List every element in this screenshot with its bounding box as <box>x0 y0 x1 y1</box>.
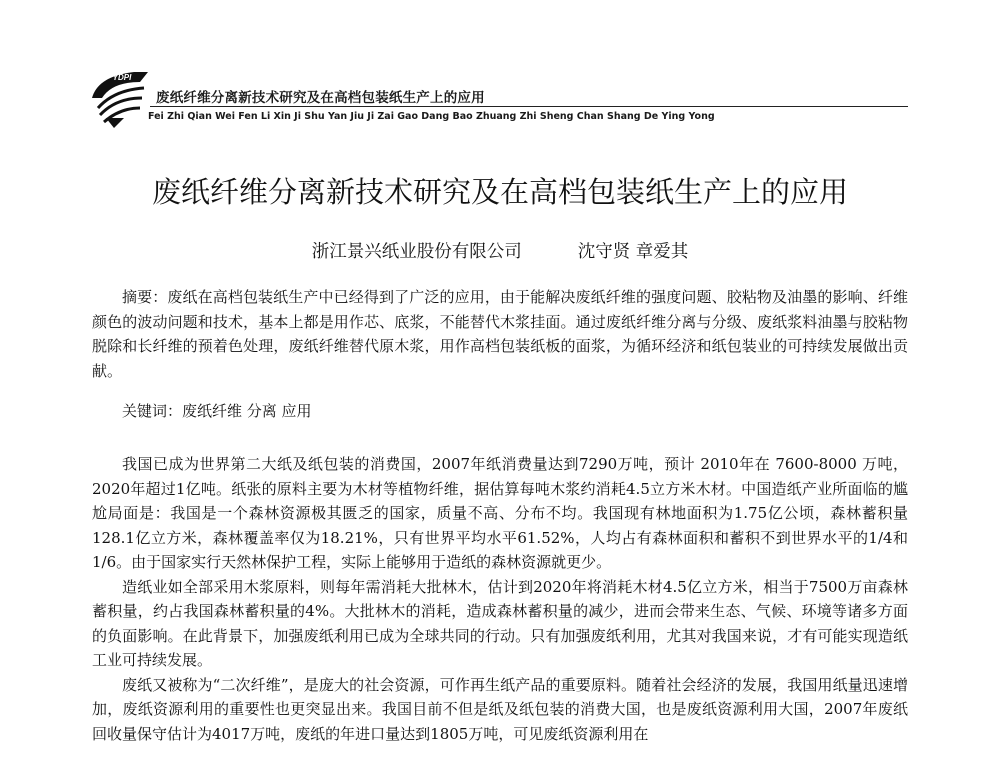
abstract-text: 摘要：废纸在高档包装纸生产中已经得到了广泛的应用，由于能解决废纸纤维的强度问题、胶粘物及油墨的影响、纤维颜色的波动问题和技术，基本上都是用作芯、底浆，不能替代木浆挂面。通过废纸纤维分离与分级、废纸浆料油墨与胶粘物脱除和长纤维的预着色处理，废纸纤维替代原木浆，用作高档包装纸板的面浆，为循环经济和纸包装业的可持续发展做出贡献。 <box>92 288 908 380</box>
header-rule <box>150 106 908 107</box>
logo-text: YDPI <box>112 73 132 82</box>
journal-logo <box>88 68 150 130</box>
author-line <box>0 238 1000 263</box>
abstract-block <box>92 285 908 383</box>
running-title-pinyin: Fei Zhi Qian Wei Fen Li Xin Ji Shu Yan Jiu Ji Zai Gao Dang Bao Zhuang Zhi Sheng Chan Shang De Ying Yong <box>148 111 715 122</box>
body-paragraph-1: 我国已成为世界第二大纸及纸包装的消费国，2007年纸消费量达到7290万吨，预计 2010年在 7600-8000 万吨，2020年超过1亿吨。纸张的原料主要为木材等植物纤维，据估算每吨木浆约消耗4.5立方米木材。中国造纸产业所面临的尴尬局面是：我国是一个森林资源极其匮乏的国家，质量不高、分布不均。我国现有林地面积为1.75亿公顷，森林蓄积量128.1亿立方米，森林覆盖率仅为18.21%，只有世界平均水平61.52%，人均占有森林面积和蓄积不到世界水平的1/4和1/6。由于国家实行天然林保护工程，实际上能够用于造纸的森林资源就更少。 <box>92 455 908 571</box>
main-text <box>92 452 908 746</box>
affiliation: 浙江景兴纸业股份有限公司 <box>311 242 522 262</box>
authors: 沈守贤 章爱其 <box>577 242 689 262</box>
body-paragraph-2: 造纸业如全部采用木浆原料，则每年需消耗大批林木，估计到2020年将消耗木材4.5亿立方米，相当于7500万亩森林蓄积量，约占我国森林蓄积量的4%。大批林木的消耗，造成森林蓄积量的减少，进而会带来生态、气候、环境等诸多方面的负面影响。在此背景下，加强废纸利用已成为全球共同的行动。只有加强废纸利用，尤其对我国来说，才有可能实现造纸工业可持续发展。 <box>92 577 908 669</box>
body-paragraph-3: 废纸又被称为“二次纤维”，是庞大的社会资源，可作再生纸产品的重要原料。随着社会经济的发展，我国用纸量迅速增加，废纸资源利用的重要性也更突显出来。我国目前不但是纸及纸包装的消费大国，也是废纸资源利用大国，2007年废纸回收量保守估计为4017万吨，废纸的年进口量达到1805万吨，可见废纸资源利用在 <box>92 675 908 743</box>
logo-base-shape <box>106 118 124 128</box>
article-title: 废纸纤维分离新技术研究及在高档包装纸生产上的应用 <box>151 175 848 209</box>
keywords: 关键词：废纸纤维 分离 应用 <box>122 402 312 420</box>
running-title-cn: 废纸纤维分离新技术研究及在高档包装纸生产上的应用 <box>156 90 485 106</box>
